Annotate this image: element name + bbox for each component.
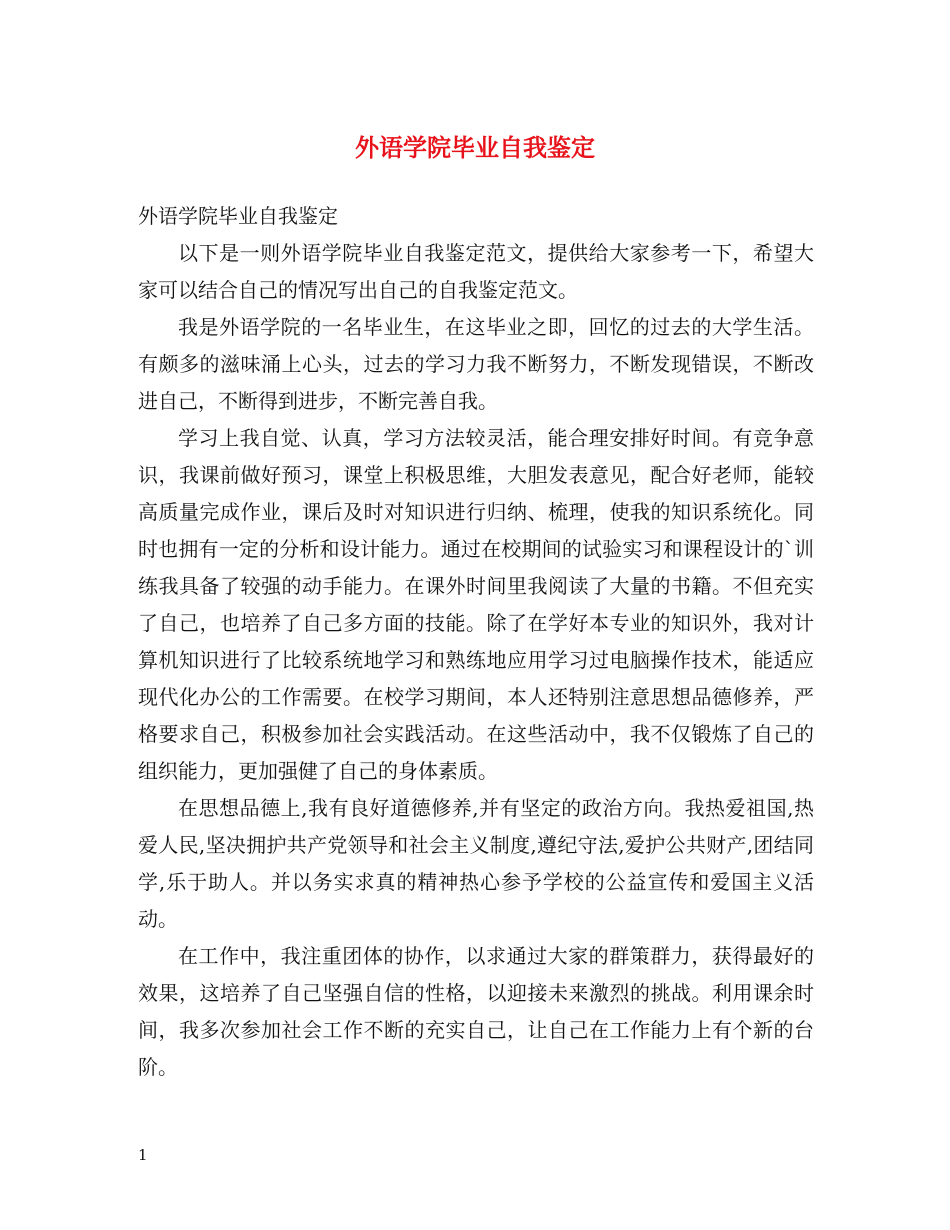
- paragraph-reflection: 我是外语学院的一名毕业生，在这毕业之即，回忆的过去的大学生活。有颇多的滋味涌上心头，过去的学习力我不断努力，不断发现错误，不断改进自己，不断得到进步，不断完善自我。: [138, 315, 814, 413]
- page-number: 1: [138, 1146, 148, 1164]
- paragraph-study: 学习上我自觉、认真，学习方法较灵活，能合理安排好时间。有竞争意识，我课前做好预习，课堂上积极思维，大胆发表意见，配合好老师，能较高质量完成作业，课后及时对知识进行归纳、梳理，使我的知识系统化。同时也拥有一定的分析和设计能力。通过在校期间的试验实习和课程设计的`训练我具备了较强的动手能力。在课外时间里我阅读了大量的书籍。不但充实了自己，也培养了自己多方面的技能。除了在学好本专业的知识外，我对计算机知识进行了比较系统地学习和熟练地应用学习过电脑操作技术，能适应现代化办公的工作需要。在校学习期间，本人还特别注意思想品德修养，严格要求自己，积极参加社会实践活动。在这些活动中，我不仅锻炼了自己的组织能力，更加强健了自己的身体素质。: [138, 426, 814, 783]
- document-body: [138, 198, 814, 1086]
- paragraph-intro: 以下是一则外语学院毕业自我鉴定范文，提供给大家参考一下，希望大家可以结合自己的情况写出自己的自我鉴定范文。: [138, 241, 814, 302]
- paragraph-work: 在工作中，我注重团体的协作，以求通过大家的群策群力，获得最好的效果，这培养了自己坚强自信的性格，以迎接未来激烈的挑战。利用课余时间，我多次参加社会工作不断的充实自己，让自己在工作能力上有个新的台阶。: [138, 944, 814, 1079]
- document-title: 外语学院毕业自我鉴定: [355, 133, 595, 162]
- paragraph-morality: 在思想品德上,我有良好道德修养,并有坚定的政治方向。我热爱祖国,热爱人民,坚决拥护共产党领导和社会主义制度,遵纪守法,爱护公共财产,团结同学,乐于助人。并以务实求真的精神热心参予学校的公益宣传和爱国主义活动。: [138, 796, 814, 931]
- document-subtitle: 外语学院毕业自我鉴定: [138, 204, 338, 228]
